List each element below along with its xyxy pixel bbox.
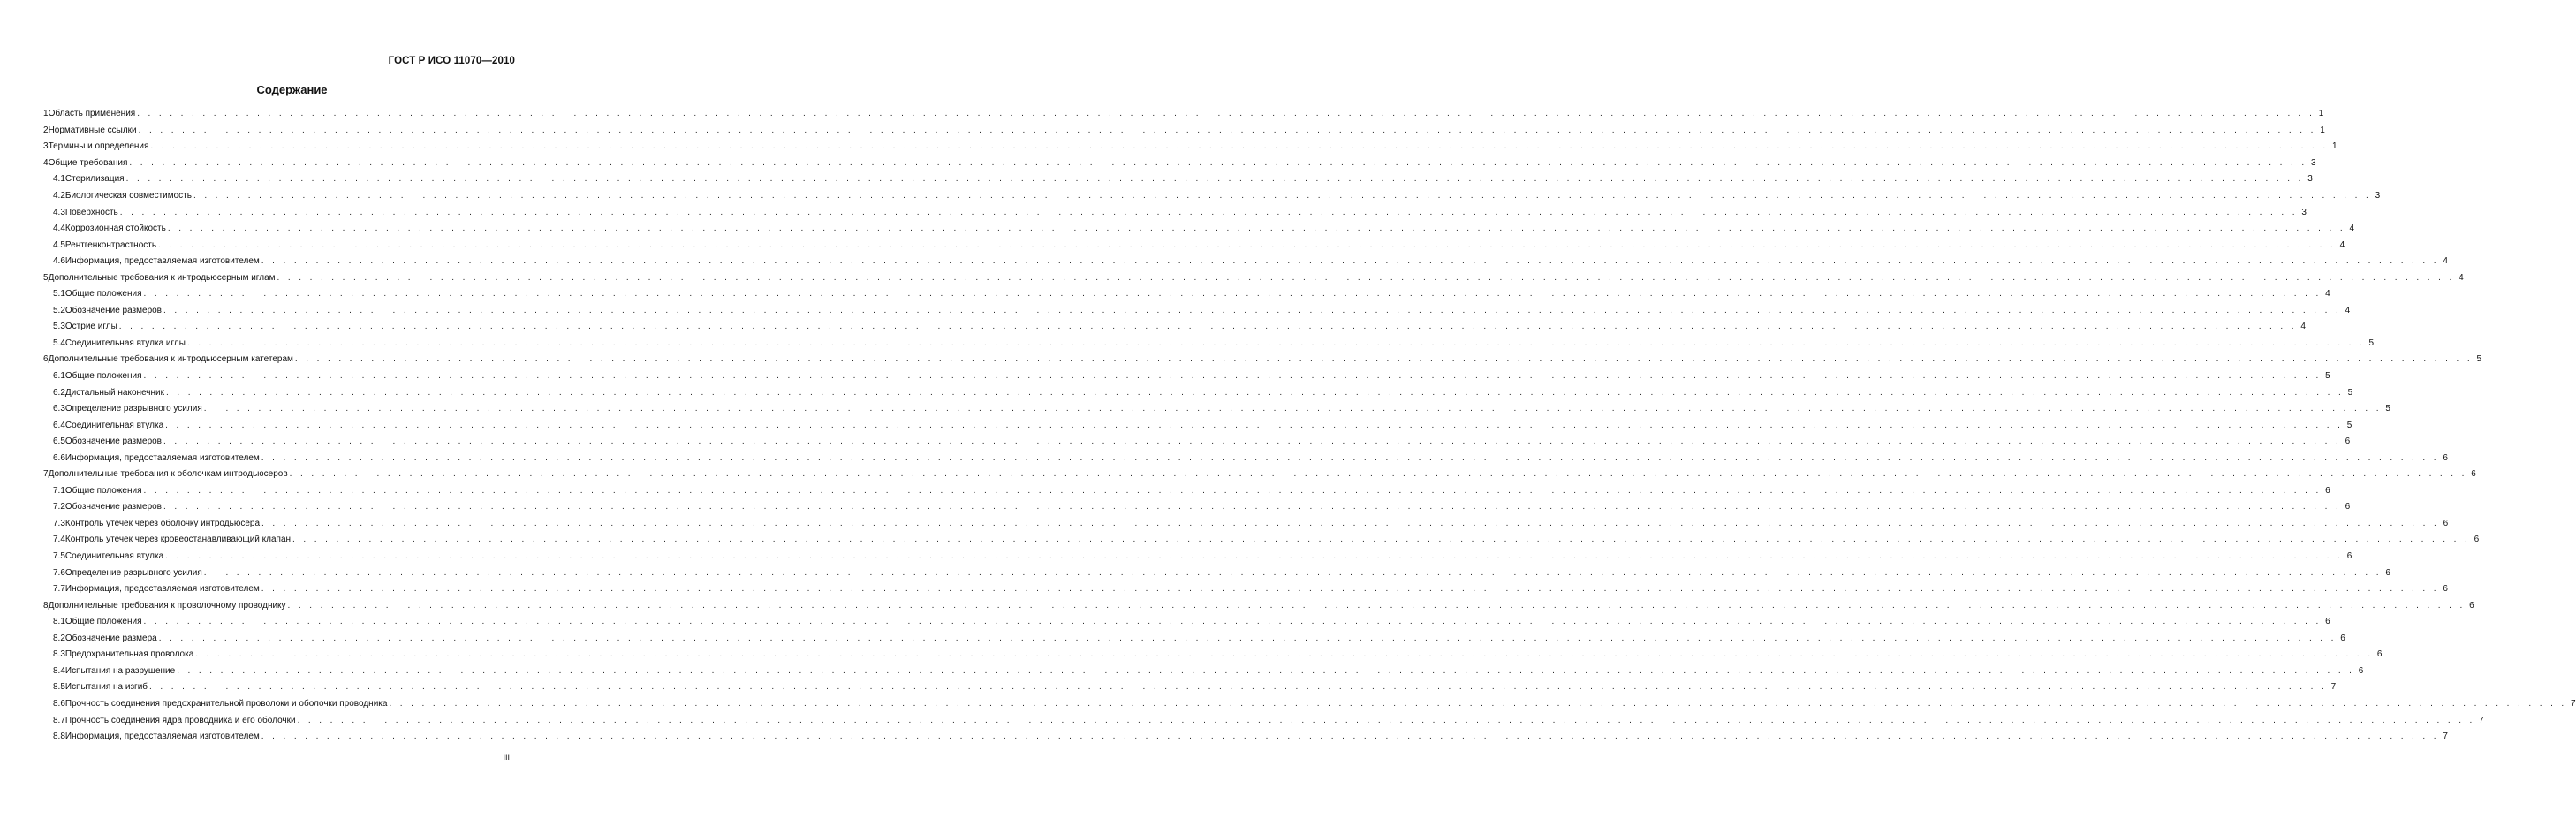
toc-leader-dots: . . . . . . . . . . . . . . . . . . . . . . . . . . . . . . . . . . . . . . . . . . . . . . . . . . . . . . . . . . . . . . . . . . . . . . . . . . . . . . . . . . . . . . . . . . . . . . . . . . . . . . . . . . . . . . . . . . . . . . . . . . . . . . . . . . . . . . . . . . . . . . . . . . . . . . . . . . . . . . . . . . . . . . . . . . . . . . . . . . . . . . . . . . . . . . . . . . . . . . . . xyxy=(193,191,2372,201)
toc-entry-page: 4 xyxy=(2345,305,2351,315)
toc-entry-number: 7.4 xyxy=(53,535,65,545)
toc-leader-dots: . . . . . . . . . . . . . . . . . . . . . . . . . . . . . . . . . . . . . . . . . . . . . . . . . . . . . . . . . . . . . . . . . . . . . . . . . . . . . . . . . . . . . . . . . . . . . . . . . . . . . . . . . . . . . . . . . . . . . . . . . . . . . . . . . . . . . . . . . . . . . . . . . . . . . . . . . . . . . . . . . . . . . . . . . . . . . . . . . . . . . . . . . . . . . . . . . . . . . . . . xyxy=(137,109,2315,119)
toc-leader-dots: . . . . . . . . . . . . . . . . . . . . . . . . . . . . . . . . . . . . . . . . . . . . . . . . . . . . . . . . . . . . . . . . . . . . . . . . . . . . . . . . . . . . . . . . . . . . . . . . . . . . . . . . . . . . . . . . . . . . . . . . . . . . . . . . . . . . . . . . . . . . . . . . . . . . . . . . . . . . . . . . . . . . . . . . . . . . . . . . . . . . . . . . . . . . . . . . . . . . . . . . xyxy=(138,125,2316,135)
toc-leader-dots: . . . . . . . . . . . . . . . . . . . . . . . . . . . . . . . . . . . . . . . . . . . . . . . . . . . . . . . . . . . . . . . . . . . . . . . . . . . . . . . . . . . . . . . . . . . . . . . . . . . . . . . . . . . . . . . . . . . . . . . . . . . . . . . . . . . . . . . . . . . . . . . . . . . . . . . . . . . . . . . . . . . . . . . . . . . . . . . . . . . . . . . . . . . . . . . . . . . . . . . . xyxy=(158,239,2337,250)
toc-entry-number: 5.3 xyxy=(53,322,65,332)
toc-leader-dots: . . . . . . . . . . . . . . . . . . . . . . . . . . . . . . . . . . . . . . . . . . . . . . . . . . . . . . . . . . . . . . . . . . . . . . . . . . . . . . . . . . . . . . . . . . . . . . . . . . . . . . . . . . . . . . . . . . . . . . . . . . . . . . . . . . . . . . . . . . . . . . . . . . . . . . . . . . . . . . . . . . . . . . . . . . . . . . . . . . . . . . . . . . . . . . . . . . . . . . . . xyxy=(129,157,2307,168)
toc-entry xyxy=(43,139,2337,156)
toc-leader-dots: . . . . . . . . . . . . . . . . . . . . . . . . . . . . . . . . . . . . . . . . . . . . . . . . . . . . . . . . . . . . . . . . . . . . . . . . . . . . . . . . . . . . . . . . . . . . . . . . . . . . . . . . . . . . . . . . . . . . . . . . . . . . . . . . . . . . . . . . . . . . . . . . . . . . . . . . . . . . . . . . . . . . . . . . . . . . . . . . . . . . . . . . . . . . . . . . . . . . . . . . xyxy=(261,452,2439,463)
toc-entry-number: 8.2 xyxy=(53,633,65,643)
toc-entry-page: 6 xyxy=(2325,617,2330,627)
toc-entry-number: 5.2 xyxy=(53,305,65,315)
toc-entry-page: 6 xyxy=(2443,518,2449,528)
toc-entry-number: 4 xyxy=(43,157,49,168)
toc-entry-page: 5 xyxy=(2346,420,2352,430)
toc-entry-number: 4.5 xyxy=(53,239,65,250)
toc-entry-label: Дополнительные требования к проволочному проводнику xyxy=(48,600,286,611)
toc-entry-page: 3 xyxy=(2310,157,2316,168)
toc-entry-number: 7.6 xyxy=(53,567,65,578)
toc-entry-number: 4.3 xyxy=(53,207,65,217)
toc-leader-dots: . . . . . . . . . . . . . . . . . . . . . . . . . . . . . . . . . . . . . . . . . . . . . . . . . . . . . . . . . . . . . . . . . . . . . . . . . . . . . . . . . . . . . . . . . . . . . . . . . . . . . . . . . . . . . . . . . . . . . . . . . . . . . . . . . . . . . . . . . . . . . . . . . . . . . . . . . . . . . . . . . . . . . . . . . . . . . . . . . . . . . . . . . . . . . . . . . . . . . . . . xyxy=(203,567,2382,578)
toc-entry-number: 6.6 xyxy=(53,452,65,463)
toc-entry-label: Коррозионная стойкость xyxy=(64,224,166,234)
toc-entry-label: Термины и определения xyxy=(48,141,149,152)
toc-leader-dots: . . . . . . . . . . . . . . . . . . . . . . . . . . . . . . . . . . . . . . . . . . . . . . . . . . . . . . . . . . . . . . . . . . . . . . . . . . . . . . . . . . . . . . . . . . . . . . . . . . . . . . . . . . . . . . . . . . . . . . . . . . . . . . . . . . . . . . . . . . . . . . . . . . . . . . . . . . . . . . . . . . . . . . . . . . . . . . . . . . . . . . . . . . . . . . . . . . . . . . . . xyxy=(165,420,2344,430)
toc-entry-label: Соединительная втулка иглы xyxy=(64,338,186,348)
toc-entry-label: Испытания на разрушение xyxy=(64,665,176,676)
toc-entry-page: 6 xyxy=(2471,469,2476,480)
toc-entry xyxy=(43,450,2448,467)
toc-entry xyxy=(43,319,2306,336)
toc-leader-dots: . . . . . . . . . . . . . . . . . . . . . . . . . . . . . . . . . . . . . . . . . . . . . . . . . . . . . . . . . . . . . . . . . . . . . . . . . . . . . . . . . . . . . . . . . . . . . . . . . . . . . . . . . . . . . . . . . . . . . . . . . . . . . . . . . . . . . . . . . . . . . . . . . . . . . . . . . . . . . . . . . . . . . . . . . . . . . . . . . . . . . . . . . . . . . . . . . . . . . . . . xyxy=(203,404,2382,414)
toc-entry xyxy=(43,549,2352,565)
toc-entry-page: 6 xyxy=(2474,535,2480,545)
toc-entry xyxy=(43,532,2480,549)
toc-leader-dots: . . . . . . . . . . . . . . . . . . . . . . . . . . . . . . . . . . . . . . . . . . . . . . . . . . . . . . . . . . . . . . . . . . . . . . . . . . . . . . . . . . . . . . . . . . . . . . . . . . . . . . . . . . . . . . . . . . . . . . . . . . . . . . . . . . . . . . . . . . . . . . . . . . . . . . . . . . . . . . . . . . . . . . . . . . . . . . . . . . . . . . . . . . . . . . . . . . . . . . . . xyxy=(150,141,2329,152)
toc-entry-number: 8.1 xyxy=(53,617,65,627)
toc-entry xyxy=(43,286,2330,303)
toc-leader-dots: . . . . . . . . . . . . . . . . . . . . . . . . . . . . . . . . . . . . . . . . . . . . . . . . . . . . . . . . . . . . . . . . . . . . . . . . . . . . . . . . . . . . . . . . . . . . . . . . . . . . . . . . . . . . . . . . . . . . . . . . . . . . . . . . . . . . . . . . . . . . . . . . . . . . . . . . . . . . . . . . . . . . . . . . . . . . . . . . . . . . . . . . . . . . . . . . . . . . . . . . xyxy=(143,617,2322,627)
toc-entry-label: Общие положения xyxy=(64,617,142,627)
toc-entry-label: Обозначение размеров xyxy=(64,436,162,447)
toc-entry-number: 8.4 xyxy=(53,665,65,676)
toc-entry-label: Обозначение размеров xyxy=(64,305,162,315)
toc-leader-dots: . . . . . . . . . . . . . . . . . . . . . . . . . . . . . . . . . . . . . . . . . . . . . . . . . . . . . . . . . . . . . . . . . . . . . . . . . . . . . . . . . . . . . . . . . . . . . . . . . . . . . . . . . . . . . . . . . . . . . . . . . . . . . . . . . . . . . . . . . . . . . . . . . . . . . . . . . . . . . . . . . . . . . . . . . . . . . . . . . . . . . . . . . . . . . . . . . . . . . . . . xyxy=(118,322,2297,332)
toc-entry xyxy=(43,434,2351,451)
toc-entry-label: Общие требования xyxy=(48,157,128,168)
toc-entry-number: 5 xyxy=(43,272,49,283)
toc-entry-page: 6 xyxy=(2345,436,2351,447)
toc-entry xyxy=(43,401,2390,418)
toc-leader-dots: . . . . . . . . . . . . . . . . . . . . . . . . . . . . . . . . . . . . . . . . . . . . . . . . . . . . . . . . . . . . . . . . . . . . . . . . . . . . . . . . . . . . . . . . . . . . . . . . . . . . . . . . . . . . . . . . . . . . . . . . . . . . . . . . . . . . . . . . . . . . . . . . . . . . . . . . . . . . . . . . . . . . . . . . . . . . . . . . . . . . . . . . . . . . . . . . . . . . . . . . xyxy=(195,649,2374,660)
toc-leader-dots: . . . . . . . . . . . . . . . . . . . . . . . . . . . . . . . . . . . . . . . . . . . . . . . . . . . . . . . . . . . . . . . . . . . . . . . . . . . . . . . . . . . . . . . . . . . . . . . . . . . . . . . . . . . . . . . . . . . . . . . . . . . . . . . . . . . . . . . . . . . . . . . . . . . . . . . . . . . . . . . . . . . . . . . . . . . . . . . . . . . . . . . . . . . . . . . . . . . . . . . . xyxy=(167,224,2346,234)
toc-entry-label: Дистальный наконечник xyxy=(64,387,164,398)
toc-entry-label: Общие положения xyxy=(64,289,142,300)
toc-entry-number: 8.5 xyxy=(53,682,65,693)
toc-entry-page: 5 xyxy=(2476,354,2482,365)
toc-entry-page: 6 xyxy=(2346,551,2352,562)
toc-entry xyxy=(43,499,2351,516)
toc-entry-page: 6 xyxy=(2376,649,2383,660)
toc-leader-dots: . . . . . . . . . . . . . . . . . . . . . . . . . . . . . . . . . . . . . . . . . . . . . . . . . . . . . . . . . . . . . . . . . . . . . . . . . . . . . . . . . . . . . . . . . . . . . . . . . . . . . . . . . . . . . . . . . . . . . . . . . . . . . . . . . . . . . . . . . . . . . . . . . . . . . . . . . . . . . . . . . . . . . . . . . . . . . . . . . . . . . . . . . . . . . . . . . . . . . . . . xyxy=(143,371,2322,382)
toc-entry xyxy=(43,254,2448,270)
toc-entry-label: Область применения xyxy=(48,109,136,119)
toc-entry-page: 6 xyxy=(2340,633,2345,643)
toc-entry xyxy=(43,729,2448,746)
toc-entry-label: Прочность соединения ядра проводника и его оболочки xyxy=(64,715,296,725)
toc-leader-dots: . . . . . . . . . . . . . . . . . . . . . . . . . . . . . . . . . . . . . . . . . . . . . . . . . . . . . . . . . . . . . . . . . . . . . . . . . . . . . . . . . . . . . . . . . . . . . . . . . . . . . . . . . . . . . . . . . . . . . . . . . . . . . . . . . . . . . . . . . . . . . . . . . . . . . . . . . . . . . . . . . . . . . . . . . . . . . . . . . . . . . . . . . . . . . . . . . . . . . . . . xyxy=(261,518,2440,528)
toc-entry-number: 7.7 xyxy=(53,584,65,595)
toc-entry xyxy=(43,221,2355,238)
toc-entry-number: 8.8 xyxy=(53,732,65,742)
toc-entry-label: Общие положения xyxy=(64,485,142,496)
toc-entry-number: 6.5 xyxy=(53,436,65,447)
toc-entry-label: Испытания на изгиб xyxy=(64,682,148,693)
toc-entry-label: Информация, предоставляемая изготовителем xyxy=(64,584,260,595)
toc-entry xyxy=(43,188,2381,205)
toc-entry-page: 3 xyxy=(2307,174,2313,185)
toc-entry xyxy=(43,467,2476,483)
toc-entry-page: 7 xyxy=(2330,682,2337,693)
toc-entry xyxy=(43,303,2351,320)
toc-entry-label: Дополнительные требования к интродьюсерным иглам xyxy=(48,272,276,283)
page-title: Содержание xyxy=(256,83,328,96)
toc-entry-number: 5.4 xyxy=(53,338,65,348)
toc-entry-label: Острие иглы xyxy=(64,322,117,332)
toc-entry-label: Определение разрывного усилия xyxy=(64,567,202,578)
toc-entry-page: 4 xyxy=(2459,272,2464,283)
toc-entry xyxy=(43,679,2337,696)
toc-entry-label: Обозначение размера xyxy=(64,633,157,643)
toc-entry-page: 4 xyxy=(2443,256,2448,267)
toc-entry-page: 4 xyxy=(2339,239,2345,250)
toc-entry-number: 7 xyxy=(43,469,49,480)
toc-entry-number: 6.2 xyxy=(53,387,65,398)
toc-leader-dots: . . . . . . . . . . . . . . . . . . . . . . . . . . . . . . . . . . . . . . . . . . . . . . . . . . . . . . . . . . . . . . . . . . . . . . . . . . . . . . . . . . . . . . . . . . . . . . . . . . . . . . . . . . . . . . . . . . . . . . . . . . . . . . . . . . . . . . . . . . . . . . . . . . . . . . . . . . . . . . . . . . . . . . . . . . . . . . . . . . . . . . . . . . . . . . . . . . . . . . . . xyxy=(166,387,2345,398)
toc-entry-label: Поверхность xyxy=(64,207,118,217)
toc-entry-label: Информация, предоставляемая изготовителем xyxy=(64,732,260,742)
toc-entry-label: Стерилизация xyxy=(64,174,125,185)
toc-entry-label: Рентгенконтрастность xyxy=(64,239,157,250)
toc-entry-page: 3 xyxy=(2375,191,2381,201)
toc-entry-label: Контроль утечек через кровеостанавливающий клапан xyxy=(64,535,292,545)
toc-entry-number: 8.6 xyxy=(53,698,65,709)
toc-entry xyxy=(43,516,2449,533)
toc-entry-page: 5 xyxy=(2368,338,2375,348)
toc-entry-label: Дополнительные требования к оболочкам интродьюсеров xyxy=(48,469,288,480)
toc-leader-dots: . . . . . . . . . . . . . . . . . . . . . . . . . . . . . . . . . . . . . . . . . . . . . . . . . . . . . . . . . . . . . . . . . . . . . . . . . . . . . . . . . . . . . . . . . . . . . . . . . . . . . . . . . . . . . . . . . . . . . . . . . . . . . . . . . . . . . . . . . . . . . . . . . . . . . . . . . . . . . . . . . . . . . . . . . . . . . . . . . . . . . . . . . . . . . . . . . . . . . . . . xyxy=(163,436,2342,447)
toc-leader-dots: . . . . . . . . . . . . . . . . . . . . . . . . . . . . . . . . . . . . . . . . . . . . . . . . . . . . . . . . . . . . . . . . . . . . . . . . . . . . . . . . . . . . . . . . . . . . . . . . . . . . . . . . . . . . . . . . . . . . . . . . . . . . . . . . . . . . . . . . . . . . . . . . . . . . . . . . . . . . . . . . . . . . . . . . . . . . . . . . . . . . . . . . . . . . . . . . . . . . . . . . xyxy=(119,207,2298,217)
toc-entry-label: Предохранительная проволока xyxy=(64,649,194,660)
toc-entry xyxy=(43,581,2448,598)
toc-leader-dots: . . . . . . . . . . . . . . . . . . . . . . . . . . . . . . . . . . . . . . . . . . . . . . . . . . . . . . . . . . . . . . . . . . . . . . . . . . . . . . . . . . . . . . . . . . . . . . . . . . . . . . . . . . . . . . . . . . . . . . . . . . . . . . . . . . . . . . . . . . . . . . . . . . . . . . . . . . . . . . . . . . . . . . . . . . . . . . . . . . . . . . . . . . . . . . . . . . . . . . . . xyxy=(163,502,2342,512)
toc-entry-label: Информация, предоставляемая изготовителем xyxy=(64,452,260,463)
toc-entry xyxy=(43,269,2464,286)
toc-entry-number: 7.2 xyxy=(53,502,65,512)
toc-entry xyxy=(43,565,2390,581)
toc-entry-number: 5.1 xyxy=(53,289,65,300)
toc-entry-label: Дополнительные требования к интродьюсерным катетерам xyxy=(48,354,293,365)
toc-entry-label: Контроль утечек через оболочку интродьюсера xyxy=(64,518,260,528)
document-standard-header: ГОСТ Р ИСО 11070—2010 xyxy=(388,56,515,66)
toc-entry-label: Определение разрывного усилия xyxy=(64,404,202,414)
toc-entry-number: 4.4 xyxy=(53,224,65,234)
toc-leader-dots: . . . . . . . . . . . . . . . . . . . . . . . . . . . . . . . . . . . . . . . . . . . . . . . . . . . . . . . . . . . . . . . . . . . . . . . . . . . . . . . . . . . . . . . . . . . . . . . . . . . . . . . . . . . . . . . . . . . . . . . . . . . . . . . . . . . . . . . . . . . . . . . . . . . . . . . . . . . . . . . . . . . . . . . . . . . . . . . . . . . . . . . . . . . . . . . . . . . . . . . . xyxy=(261,584,2439,595)
toc-entry-number: 6.3 xyxy=(53,404,65,414)
toc-entry-number: 4.6 xyxy=(53,256,65,267)
toc-leader-dots: . . . . . . . . . . . . . . . . . . . . . . . . . . . . . . . . . . . . . . . . . . . . . . . . . . . . . . . . . . . . . . . . . . . . . . . . . . . . . . . . . . . . . . . . . . . . . . . . . . . . . . . . . . . . . . . . . . . . . . . . . . . . . . . . . . . . . . . . . . . . . . . . . . . . . . . . . . . . . . . . . . . . . . . . . . . . . . . . . . . . . . . . . . . . . . . . . . . . . . . . xyxy=(292,535,2471,545)
toc-entry-label: Общие положения xyxy=(64,371,142,382)
toc-entry-page: 1 xyxy=(2320,125,2325,135)
toc-entry xyxy=(43,204,2307,221)
toc-leader-dots: . . . . . . . . . . . . . . . . . . . . . . . . . . . . . . . . . . . . . . . . . . . . . . . . . . . . . . . . . . . . . . . . . . . . . . . . . . . . . . . . . . . . . . . . . . . . . . . . . . . . . . . . . . . . . . . . . . . . . . . . . . . . . . . . . . . . . . . . . . . . . . . . . . . . . . . . . . . . . . . . . . . . . . . . . . . . . . . . . . . . . . . . . . . . . . . . . . . . . . . . xyxy=(143,485,2322,496)
toc-leader-dots: . . . . . . . . . . . . . . . . . . . . . . . . . . . . . . . . . . . . . . . . . . . . . . . . . . . . . . . . . . . . . . . . . . . . . . . . . . . . . . . . . . . . . . . . . . . . . . . . . . . . . . . . . . . . . . . . . . . . . . . . . . . . . . . . . . . . . . . . . . . . . . . . . . . . . . . . . . . . . . . . . . . . . . . . . . . . . . . . . . . . . . . . . . . . . . . . . . . . . . . . xyxy=(289,469,2467,480)
toc-entry-page: 7 xyxy=(2571,698,2576,709)
toc-entry-number: 8 xyxy=(43,600,49,611)
toc-leader-dots: . . . . . . . . . . . . . . . . . . . . . . . . . . . . . . . . . . . . . . . . . . . . . . . . . . . . . . . . . . . . . . . . . . . . . . . . . . . . . . . . . . . . . . . . . . . . . . . . . . . . . . . . . . . . . . . . . . . . . . . . . . . . . . . . . . . . . . . . . . . . . . . . . . . . . . . . . . . . . . . . . . . . . . . . . . . . . . . . . . . . . . . . . . . . . . . . . . . . . . . . xyxy=(287,600,2466,611)
toc-entry xyxy=(43,384,2353,401)
toc-leader-dots: . . . . . . . . . . . . . . . . . . . . . . . . . . . . . . . . . . . . . . . . . . . . . . . . . . . . . . . . . . . . . . . . . . . . . . . . . . . . . . . . . . . . . . . . . . . . . . . . . . . . . . . . . . . . . . . . . . . . . . . . . . . . . . . . . . . . . . . . . . . . . . . . . . . . . . . . . . . . . . . . . . . . . . . . . . . . . . . . . . . . . . . . . . . . . . . . . . . . . . . . xyxy=(389,698,2567,709)
toc-leader-dots: . . . . . . . . . . . . . . . . . . . . . . . . . . . . . . . . . . . . . . . . . . . . . . . . . . . . . . . . . . . . . . . . . . . . . . . . . . . . . . . . . . . . . . . . . . . . . . . . . . . . . . . . . . . . . . . . . . . . . . . . . . . . . . . . . . . . . . . . . . . . . . . . . . . . . . . . . . . . . . . . . . . . . . . . . . . . . . . . . . . . . . . . . . . . . . . . . . . . . . . . xyxy=(261,732,2439,742)
toc-entry xyxy=(43,106,2324,123)
toc-entry xyxy=(43,696,2576,713)
toc-entry-number: 7.5 xyxy=(53,551,65,562)
toc-entry-number: 7.1 xyxy=(53,485,65,496)
toc-entry-number: 3 xyxy=(43,141,49,152)
toc-entry-page: 4 xyxy=(2349,224,2355,234)
toc-entry xyxy=(43,123,2325,140)
toc-entry-page: 5 xyxy=(2385,404,2390,414)
toc-entry xyxy=(43,352,2482,368)
toc-entry-page: 6 xyxy=(2345,502,2351,512)
toc-entry-page: 1 xyxy=(2332,141,2337,152)
toc-leader-dots: . . . . . . . . . . . . . . . . . . . . . . . . . . . . . . . . . . . . . . . . . . . . . . . . . . . . . . . . . . . . . . . . . . . . . . . . . . . . . . . . . . . . . . . . . . . . . . . . . . . . . . . . . . . . . . . . . . . . . . . . . . . . . . . . . . . . . . . . . . . . . . . . . . . . . . . . . . . . . . . . . . . . . . . . . . . . . . . . . . . . . . . . . . . . . . . . . . . . . . . . xyxy=(297,715,2475,725)
toc-entry-number: 6.4 xyxy=(53,420,65,430)
toc-entry-page: 5 xyxy=(2347,387,2353,398)
toc-entry-number: 2 xyxy=(43,125,49,135)
toc-entry-number: 4.1 xyxy=(53,174,65,185)
toc-entry-page: 4 xyxy=(2325,289,2330,300)
toc-entry xyxy=(43,614,2330,631)
toc-entry xyxy=(43,712,2484,729)
toc-entry xyxy=(43,336,2375,353)
toc-entry-page: 6 xyxy=(2443,584,2448,595)
toc-entry-number: 4.2 xyxy=(53,191,65,201)
toc-leader-dots: . . . . . . . . . . . . . . . . . . . . . . . . . . . . . . . . . . . . . . . . . . . . . . . . . . . . . . . . . . . . . . . . . . . . . . . . . . . . . . . . . . . . . . . . . . . . . . . . . . . . . . . . . . . . . . . . . . . . . . . . . . . . . . . . . . . . . . . . . . . . . . . . . . . . . . . . . . . . . . . . . . . . . . . . . . . . . . . . . . . . . . . . . . . . . . . . . . . . . . . . xyxy=(186,338,2366,348)
toc-leader-dots: . . . . . . . . . . . . . . . . . . . . . . . . . . . . . . . . . . . . . . . . . . . . . . . . . . . . . . . . . . . . . . . . . . . . . . . . . . . . . . . . . . . . . . . . . . . . . . . . . . . . . . . . . . . . . . . . . . . . . . . . . . . . . . . . . . . . . . . . . . . . . . . . . . . . . . . . . . . . . . . . . . . . . . . . . . . . . . . . . . . . . . . . . . . . . . . . . . . . . . . . xyxy=(143,289,2322,300)
toc-leader-dots: . . . . . . . . . . . . . . . . . . . . . . . . . . . . . . . . . . . . . . . . . . . . . . . . . . . . . . . . . . . . . . . . . . . . . . . . . . . . . . . . . . . . . . . . . . . . . . . . . . . . . . . . . . . . . . . . . . . . . . . . . . . . . . . . . . . . . . . . . . . . . . . . . . . . . . . . . . . . . . . . . . . . . . . . . . . . . . . . . . . . . . . . . . . . . . . . . . . . . . . . xyxy=(277,272,2455,283)
toc-entry-label: Соединительная втулка xyxy=(64,551,164,562)
toc-entry xyxy=(43,483,2330,500)
toc-leader-dots: . . . . . . . . . . . . . . . . . . . . . . . . . . . . . . . . . . . . . . . . . . . . . . . . . . . . . . . . . . . . . . . . . . . . . . . . . . . . . . . . . . . . . . . . . . . . . . . . . . . . . . . . . . . . . . . . . . . . . . . . . . . . . . . . . . . . . . . . . . . . . . . . . . . . . . . . . . . . . . . . . . . . . . . . . . . . . . . . . . . . . . . . . . . . . . . . . . . . . . . . xyxy=(261,256,2439,267)
toc-entry xyxy=(43,156,2316,172)
toc-entry xyxy=(43,237,2345,254)
toc-entry-page: 7 xyxy=(2479,715,2484,725)
toc-entry xyxy=(43,647,2383,664)
toc-entry-label: Информация, предоставляемая изготовителем xyxy=(64,256,260,267)
toc-entry-label: Соединительная втулка xyxy=(64,420,164,430)
toc-entry-number: 8.3 xyxy=(53,649,65,660)
toc-entry xyxy=(43,417,2352,434)
toc-entry xyxy=(43,664,2364,680)
toc-leader-dots: . . . . . . . . . . . . . . . . . . . . . . . . . . . . . . . . . . . . . . . . . . . . . . . . . . . . . . . . . . . . . . . . . . . . . . . . . . . . . . . . . . . . . . . . . . . . . . . . . . . . . . . . . . . . . . . . . . . . . . . . . . . . . . . . . . . . . . . . . . . . . . . . . . . . . . . . . . . . . . . . . . . . . . . . . . . . . . . . . . . . . . . . . . . . . . . . . . . . . . . . xyxy=(158,633,2337,643)
toc-entry-number: 6 xyxy=(43,354,49,365)
toc-entry-page: 1 xyxy=(2318,109,2324,119)
toc-entry-page: 3 xyxy=(2301,207,2307,217)
table-of-contents xyxy=(43,106,2576,745)
toc-leader-dots: . . . . . . . . . . . . . . . . . . . . . . . . . . . . . . . . . . . . . . . . . . . . . . . . . . . . . . . . . . . . . . . . . . . . . . . . . . . . . . . . . . . . . . . . . . . . . . . . . . . . . . . . . . . . . . . . . . . . . . . . . . . . . . . . . . . . . . . . . . . . . . . . . . . . . . . . . . . . . . . . . . . . . . . . . . . . . . . . . . . . . . . . . . . . . . . . . . . . . . . . xyxy=(165,551,2344,562)
toc-leader-dots: . . . . . . . . . . . . . . . . . . . . . . . . . . . . . . . . . . . . . . . . . . . . . . . . . . . . . . . . . . . . . . . . . . . . . . . . . . . . . . . . . . . . . . . . . . . . . . . . . . . . . . . . . . . . . . . . . . . . . . . . . . . . . . . . . . . . . . . . . . . . . . . . . . . . . . . . . . . . . . . . . . . . . . . . . . . . . . . . . . . . . . . . . . . . . . . . . . . . . . . . xyxy=(149,682,2328,693)
toc-entry-page: 6 xyxy=(2325,485,2330,496)
toc-entry-label: Обозначение размеров xyxy=(64,502,162,512)
toc-entry-number: 7.3 xyxy=(53,518,65,528)
toc-entry xyxy=(43,171,2313,188)
toc-entry xyxy=(43,368,2330,385)
toc-entry-number: 1 xyxy=(43,109,49,119)
page-number: III xyxy=(503,753,510,762)
toc-entry-page: 6 xyxy=(2358,665,2364,676)
toc-entry xyxy=(43,597,2474,614)
toc-entry-label: Прочность соединения предохранительной проволоки и оболочки проводника xyxy=(64,698,388,709)
toc-entry-number: 8.7 xyxy=(53,715,65,725)
toc-entry xyxy=(43,631,2345,648)
toc-leader-dots: . . . . . . . . . . . . . . . . . . . . . . . . . . . . . . . . . . . . . . . . . . . . . . . . . . . . . . . . . . . . . . . . . . . . . . . . . . . . . . . . . . . . . . . . . . . . . . . . . . . . . . . . . . . . . . . . . . . . . . . . . . . . . . . . . . . . . . . . . . . . . . . . . . . . . . . . . . . . . . . . . . . . . . . . . . . . . . . . . . . . . . . . . . . . . . . . . . . . . . . . xyxy=(163,305,2342,315)
toc-entry-page: 6 xyxy=(2469,600,2474,611)
toc-entry-label: Биологическая совместимость xyxy=(64,191,192,201)
toc-leader-dots: . . . . . . . . . . . . . . . . . . . . . . . . . . . . . . . . . . . . . . . . . . . . . . . . . . . . . . . . . . . . . . . . . . . . . . . . . . . . . . . . . . . . . . . . . . . . . . . . . . . . . . . . . . . . . . . . . . . . . . . . . . . . . . . . . . . . . . . . . . . . . . . . . . . . . . . . . . . . . . . . . . . . . . . . . . . . . . . . . . . . . . . . . . . . . . . . . . . . . . . . xyxy=(177,665,2355,676)
toc-entry-label: Нормативные ссылки xyxy=(48,125,137,135)
toc-entry-page: 5 xyxy=(2325,371,2330,382)
toc-leader-dots: . . . . . . . . . . . . . . . . . . . . . . . . . . . . . . . . . . . . . . . . . . . . . . . . . . . . . . . . . . . . . . . . . . . . . . . . . . . . . . . . . . . . . . . . . . . . . . . . . . . . . . . . . . . . . . . . . . . . . . . . . . . . . . . . . . . . . . . . . . . . . . . . . . . . . . . . . . . . . . . . . . . . . . . . . . . . . . . . . . . . . . . . . . . . . . . . . . . . . . . . xyxy=(294,354,2474,365)
toc-entry-page: 7 xyxy=(2443,732,2448,742)
toc-entry-page: 4 xyxy=(2300,322,2306,332)
toc-leader-dots: . . . . . . . . . . . . . . . . . . . . . . . . . . . . . . . . . . . . . . . . . . . . . . . . . . . . . . . . . . . . . . . . . . . . . . . . . . . . . . . . . . . . . . . . . . . . . . . . . . . . . . . . . . . . . . . . . . . . . . . . . . . . . . . . . . . . . . . . . . . . . . . . . . . . . . . . . . . . . . . . . . . . . . . . . . . . . . . . . . . . . . . . . . . . . . . . . . . . . . . . xyxy=(125,174,2304,185)
toc-entry-page: 6 xyxy=(2385,567,2390,578)
toc-entry-number: 6.1 xyxy=(53,371,65,382)
toc-entry-page: 6 xyxy=(2443,452,2448,463)
